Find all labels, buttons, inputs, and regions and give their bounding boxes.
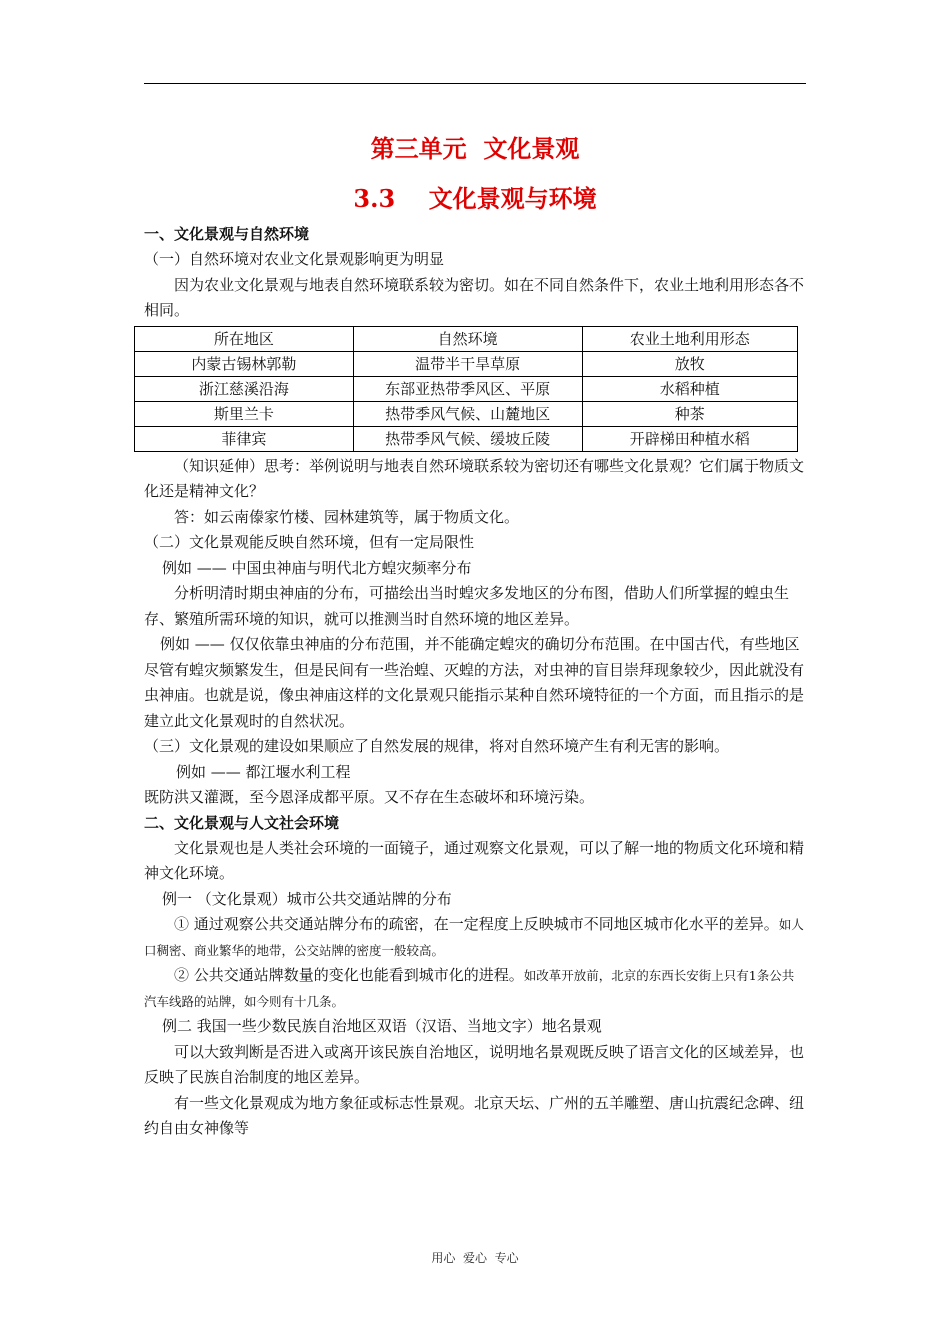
paragraph: 可以大致判断是否进入或离开该民族自治地区，说明地名景观既反映了语言文化的区域差异，也反映了民族自治制度的地区差异。 xyxy=(144,1042,805,1086)
table-cell: 东部亚热带季风区、平原 xyxy=(353,376,582,401)
example-line: 例一 （文化景观）城市公共交通站牌的分布 xyxy=(162,889,452,908)
table-cell: 温带半干旱草原 xyxy=(353,351,582,376)
header-rule xyxy=(144,83,806,84)
answer-paragraph: 答：如云南傣家竹楼、园林建筑等，属于物质文化。 xyxy=(174,507,520,526)
think-paragraph: （知识延伸）思考：举例说明与地表自然环境联系较为密切还有哪些文化景观？它们属于物质文化还是精神文化？ xyxy=(144,456,805,500)
subheading-1: （一）自然环境对农业文化景观影响更为明显 xyxy=(144,250,445,268)
table-header-cell: 所在地区 xyxy=(135,326,354,351)
paragraph: 有一些文化景观成为地方象征或标志性景观。北京天坛、广州的五羊雕塑、唐山抗震纪念碑、纽约自由女神像等 xyxy=(144,1093,805,1137)
table-cell: 开辟梯田种植水稻 xyxy=(582,426,797,451)
list-item-main: ① 通过观察公共交通站牌分布的疏密，在一定程度上反映城市不同地区城市化水平的差异。 xyxy=(174,915,779,933)
document-body xyxy=(144,132,806,1142)
unit-title: 第三单元 文化景观 xyxy=(370,134,580,163)
table-header-cell: 自然环境 xyxy=(353,326,582,351)
page-footer: 用心 爱心 专心 xyxy=(431,1251,519,1265)
table-cell: 菲律宾 xyxy=(135,426,354,451)
list-item-main: ② 公共交通站牌数量的变化也能看到城市化的进程。 xyxy=(174,966,524,984)
example-line: 例二 我国一些少数民族自治地区双语（汉语、当地文字）地名景观 xyxy=(162,1017,602,1035)
list-item-note: 如人口稠密、商业繁华的地带，公交站牌的密度一般较高。 xyxy=(144,917,804,958)
list-item-note: 如改革开放前，北京的东西长安街上只有1条公共汽车线路的站牌，如今则有十几条。 xyxy=(144,968,795,1009)
paragraph: 分析明清时期虫神庙的分布，可描绘出当时蝗灾多发地区的分布图，借助人们所掌握的蝗虫生存、繁殖所需环境的知识，就可以推测当时自然环境的地区差异。 xyxy=(144,584,790,628)
subheading-3: （三）文化景观的建设如果顺应了自然发展的规律，将对自然环境产生有利无害的影响。 xyxy=(144,737,730,755)
lesson-title: 3.3 文化景观与环境 xyxy=(353,184,597,213)
section-heading-2: 二、文化景观与人文社会环境 xyxy=(144,813,340,832)
table-row xyxy=(135,351,798,376)
paragraph: 文化景观也是人类社会环境的一面镜子，通过观察文化景观，可以了解一地的物质文化环境和精神文化环境。 xyxy=(144,838,805,882)
table-cell: 种茶 xyxy=(582,401,797,426)
table-cell: 放牧 xyxy=(582,351,797,376)
section-heading-1: 一、文化景观与自然环境 xyxy=(144,225,310,243)
table-cell: 浙江慈溪沿海 xyxy=(135,376,354,401)
land-use-table xyxy=(134,326,798,452)
table-row xyxy=(135,426,798,451)
table-row xyxy=(135,376,798,401)
table-header-row xyxy=(135,326,798,351)
table-header-cell: 农业土地利用形态 xyxy=(582,326,797,351)
table-row xyxy=(135,401,798,426)
paragraph: 因为农业文化景观与地表自然环境联系较为密切。如在不同自然条件下，农业土地利用形态各不相同。 xyxy=(144,275,805,319)
example-line: 例如 —— 都江堰水利工程 xyxy=(176,762,351,781)
list-item xyxy=(144,912,806,963)
table-cell: 热带季风气候、缓坡丘陵 xyxy=(353,426,582,451)
subheading-2: （二）文化景观能反映自然环境，但有一定局限性 xyxy=(144,533,475,551)
table-cell: 水稻种植 xyxy=(582,376,797,401)
paragraph: 既防洪又灌溉，至今恩泽成都平原。又不存在生态破坏和环境污染。 xyxy=(144,788,595,806)
table-cell: 热带季风气候、山麓地区 xyxy=(353,401,582,426)
table-cell: 内蒙古锡林郭勒 xyxy=(135,351,354,376)
example-line: 例如 —— 中国虫神庙与明代北方蝗灾频率分布 xyxy=(162,558,472,577)
paragraph: 例如 —— 仅仅依靠虫神庙的分布范围，并不能确定蝗灾的确切分布范围。在中国古代，有些地区尽管有蝗灾频繁发生，但是民间有一些治蝗、灭蝗的方法，对虫神的盲目崇拜现象较少，因此就没有虫神庙。也就是说，像虫神庙这样的文化景观只能指示某种自然环境特征的一个方面，而且指示的是建立此文化景观时的自然状况。 xyxy=(144,635,805,730)
table-cell: 斯里兰卡 xyxy=(135,401,354,426)
list-item xyxy=(144,963,806,1014)
